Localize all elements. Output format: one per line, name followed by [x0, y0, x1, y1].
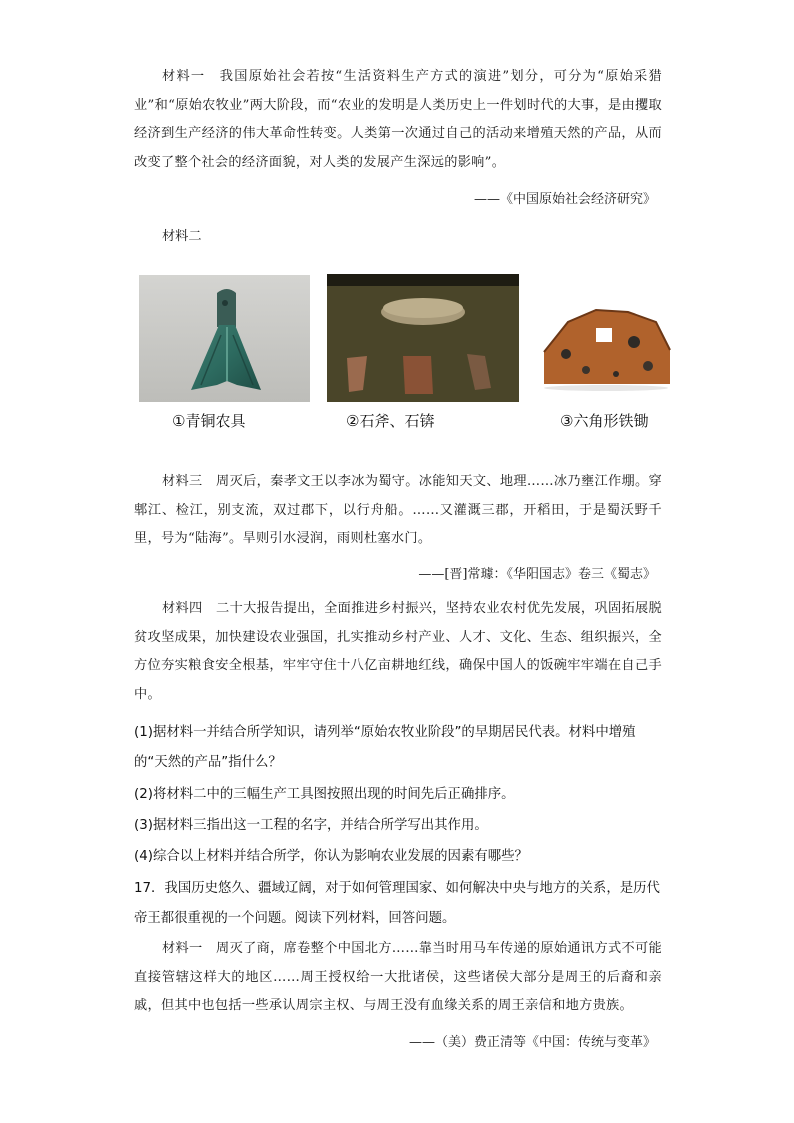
question-1: (1)据材料一并结合所学知识，请列举“原始农牧业阶段”的早期居民代表。材料中增殖的“天然的产品”指什么？	[134, 725, 636, 770]
material1-source: ——《中国原始社会经济研究》	[473, 192, 656, 207]
question-17-stem: 17．我国历史悠久、疆域辽阔，对于如何管理国家、如何解决中央与地方的关系，是历代帝王都很重视的一个问题。阅读下列材料，回答问题。	[134, 881, 660, 926]
stone-axe-icon	[327, 274, 519, 402]
caption-iron-hoe: ③六角形铁锄	[560, 412, 649, 430]
question-17-material1: 材料一 周灭了商，席卷整个中国北方……靠当时用马车传递的原始通讯方式不可能直接管辖这样大的地区……周王授权给一大批诸侯，这些诸侯大部分是周王的后裔和亲戚，但其中也包括一些承认周宗主权、与周王没有血缘关系的周王亲信和地方贵族。	[134, 941, 662, 1013]
caption-stone-tools: ②石斧、石锛	[346, 412, 435, 430]
iron-hoe-icon	[536, 292, 676, 392]
material3-text: 材料三 周灭后，秦孝文王以李冰为蜀守。冰能知天文、地理……冰乃壅江作堋。穿郫江、检江，别支流，双过郡下，以行舟船。……又灌溉三郡，开稻田，于是蜀沃野千里，号为“陆海”。旱则引水浸润，雨则杜塞水门。	[134, 474, 662, 546]
question-3: (3)据材料三指出这一工程的名字，并结合所学写出其作用。	[134, 818, 488, 833]
question-2: (2)将材料二中的三幅生产工具图按照出现的时间先后正确排序。	[134, 787, 515, 802]
question-17-source: ——（美）费正清等《中国：传统与变革》	[408, 1035, 656, 1050]
question-4: (4)综合以上材料并结合所学，你认为影响农业发展的因素有哪些？	[134, 849, 528, 864]
material2-label: 材料二	[162, 229, 202, 244]
bronze-spade-icon	[139, 275, 310, 402]
iron-hoe-image	[536, 292, 676, 392]
material1-text: 材料一 我国原始社会若按“生活资料生产方式的演进”划分，可分为“原始采猎业”和“原始农牧业”两大阶段，而“农业的发明是人类历史上一件划时代的大事，是由攫取经济到生产经济的伟大革命性转变。人类第一次通过自己的活动来增殖天然的产品，从而改变了整个社会的经济面貌，对人类的发展产生深远的影响”。	[134, 69, 662, 170]
stone-tools-image	[327, 274, 519, 402]
material3-source: ——[晋]常璩：《华阳国志》卷三《蜀志》	[418, 567, 656, 582]
bronze-tool-image	[139, 275, 310, 402]
material4-text: 材料四 二十大报告提出，全面推进乡村振兴，坚持农业农村优先发展，巩固拓展脱贫攻坚成果，加快建设农业强国，扎实推动乡村产业、人才、文化、生态、组织振兴，全方位夯实粮食安全根基，牢牢守住十八亿亩耕地红线，确保中国人的饭碗牢牢端在自己手中。	[134, 601, 662, 702]
caption-bronze-tool: ①青铜农具	[172, 412, 246, 430]
